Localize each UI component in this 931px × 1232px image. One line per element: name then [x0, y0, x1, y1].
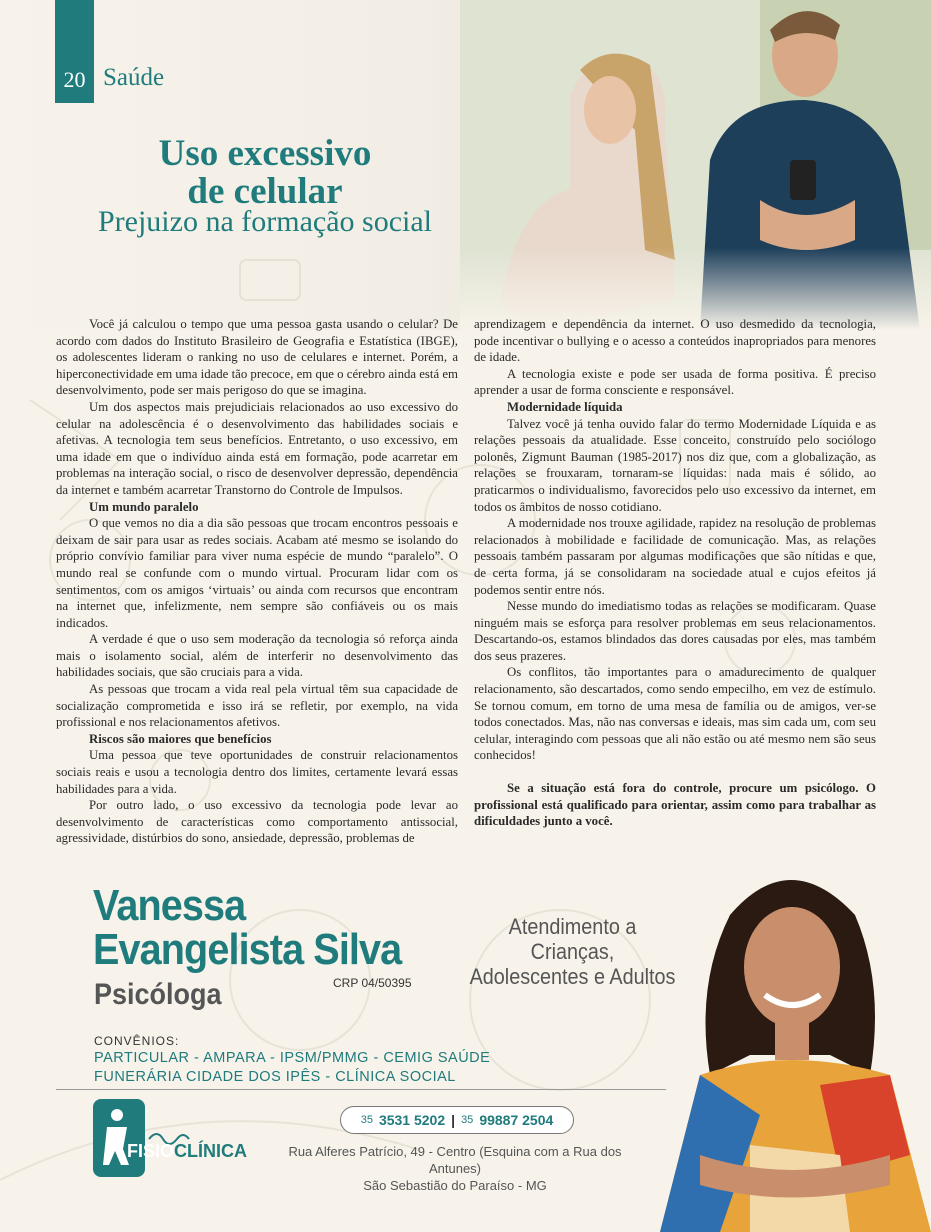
services-line-2: Adolescentes e Adultos [469, 964, 676, 989]
address-line-2: São Sebastião do Paraíso - MG [363, 1178, 547, 1193]
name-line-1: Vanessa [93, 881, 246, 930]
paragraph: O que vemos no dia a dia são pessoas que trocam encontros pessoais e deixam de sair para usar as redes sociais. Acabam até mesmo se isolando do próprio convívio familiar para viver numa espécie de mundo “paralelo”. O mundo real se confunde com o mundo virtual. Procuram lidar com os sentimentos, com os amigos ‘virtuais’ ou ainda com recursos que encontram na internet que, infelizmente, nem sempre são confiáveis ou os mais indicados. [56, 516, 458, 630]
divider [56, 1089, 666, 1090]
services-line-1: Atendimento a Crianças, [508, 914, 637, 964]
logo-text-clinica: CLÍNICA [174, 1141, 248, 1161]
fisioclinica-logo [93, 1099, 253, 1177]
paragraph: A verdade é que o uso sem moderação da tecnologia só reforça ainda mais o isolamento social, além de interferir no desenvolvimento das habilidades sociais, que são cruciais para a vida. [56, 632, 458, 680]
crp-number: CRP 04/50395 [333, 976, 412, 990]
paragraph: Uma pessoa que teve oportunidades de construir relacionamentos sociais reais e usou a tecnologia dentro dos limites, certamente levará essas habilidades para a vida. [56, 748, 458, 796]
convenios-list-1: PARTICULAR - AMPARA - IPSM/PMMG - CEMIG SAÚDE [94, 1050, 491, 1066]
article-column-1 [56, 316, 458, 847]
teens-phone-photo [460, 0, 931, 330]
paragraph: Um dos aspectos mais prejudiciais relacionados ao uso excessivo do celular na adolescência é o desenvolvimento das habilidades sociais e afetivas. A tecnologia tem seus benefícios. Entretanto, o uso excessivo, em uma idade em que o indivíduo ainda está em formação, pode acarretar em problemas na interação social, o risco de desenvolver depressão, dependência da internet e também acarretar Transtorno do Controle de Impulsos. [56, 399, 458, 497]
phone-separator: | [451, 1112, 456, 1128]
subheading: Um mundo paralelo [89, 499, 199, 514]
paragraph: Talvez você já tenha ouvido falar do termo Modernidade Líquida e as relações pessoais da atualidade. Esse conceito, construído pelo sociólogo polonês, Zigmunt Bauman (1985-2017) nos diz que, com a globalização, as relações se frouxaram, tornaram-se líquidas: nada mais é sólido, ao praticarmos o individualismo, favorecidos pelo uso excessivo da internet, em todos os âmbitos de nosso cotidiano. [474, 416, 876, 514]
profession: Psicóloga [94, 978, 222, 1011]
subheading: Riscos são maiores que benefícios [89, 731, 272, 746]
paragraph: A modernidade nos trouxe agilidade, rapidez na resolução de problemas relacionados à mobilidade e facilidade de comunicação. Mas, as relações pessoais também passaram por algumas modificações que são nítidas e que, de certa forma, já se consolidaram na sociedade atual e cujos efeitos já podemos sentir entre nós. [474, 516, 876, 597]
logo-text-fisio: FISIO [127, 1141, 175, 1161]
name-line-2: Evangelista Silva [93, 925, 402, 974]
subheading: Modernidade líquida [507, 399, 623, 414]
phone-1-prefix: 35 [360, 1114, 373, 1126]
paragraph: A tecnologia existe e pode ser usada de forma positiva. É preciso aprender a usar de forma consciente e responsável. [474, 366, 876, 398]
psychologist-portrait [640, 855, 931, 1232]
phone-numbers[interactable] [340, 1106, 574, 1134]
paragraph: As pessoas que trocam a vida real pela virtual têm sua capacidade de socialização comprometida e isso irá se refletir, por exemplo, na vida profissional e nos relacionamentos afetivos. [56, 682, 458, 730]
convenios-list-2: FUNERÁRIA CIDADE DOS IPÊS - CLÍNICA SOCIAL [94, 1069, 456, 1085]
paragraph: Você já calculou o tempo que uma pessoa gasta usando o celular? De acordo com dados do Instituto Brasileiro de Geografia e Estatística (IBGE), os adolescentes lideram o ranking no uso de celulares e internet. Porém, a hiperconectividade em uma idade tão precoce, em que o cérebro ainda está em desenvolvimento, pode ser mais perigoso do que se imagina. [56, 317, 458, 398]
address [270, 1143, 640, 1194]
article-title [90, 135, 440, 211]
page-number: 20 [55, 0, 94, 103]
article-subtitle: Prejuizo na formação social [97, 205, 433, 238]
phone-1[interactable]: 3531 5202 [378, 1112, 446, 1128]
section-title: Saúde [103, 64, 165, 91]
convenios-label: CONVÊNIOS: [94, 1034, 180, 1048]
paragraph: aprendizagem e dependência da internet. O uso desmedido da tecnologia, pode incentivar o bullying e o acesso a conteúdos inapropriados para menores de idade. [474, 317, 876, 365]
logo-mark [93, 1099, 253, 1177]
phone-2[interactable]: 99887 2504 [479, 1112, 554, 1128]
address-line-1: Rua Alferes Patrício, 49 - Centro (Esquina com a Rua dos Antunes) [288, 1144, 622, 1176]
paragraph: Nesse mundo do imediatismo todas as relações se modificaram. Quase ninguém mais se esforça para resolver problemas em seus relacionamentos. Descartando-os, estamos blindados das dores causadas por eles, mas também dos seus prazeres. [474, 599, 876, 663]
article-column-2 [474, 316, 876, 830]
paragraph: Por outro lado, o uso excessivo da tecnologia pode levar ao desenvolvimento de características como comportamento antissocial, agressividade, distúrbios do sono, ansiedade, depressão, problemas de [56, 798, 458, 846]
phone-2-prefix: 35 [461, 1114, 474, 1126]
call-to-action: Se a situação está fora do controle, procure um psicólogo. O profissional está qualificado para orientar, assim como para trabalhar as dificuldades junto a você. [474, 781, 876, 829]
psychologist-name [93, 881, 402, 974]
title-line-1: Uso excessivo [158, 133, 372, 174]
paragraph: Os conflitos, tão importantes para o amadurecimento de qualquer relacionamento, são descartados, como sendo empecilho, em vez de estímulo. Se tornou comum, em torno de uma mesa de família ou de amigos, ver-se todos conectados. Mas, não nas conversas e ideais, mas sim cada um, com seu celular, interagindo com pessoas que ali não estão ou até mesmo nem são seus conhecidos! [474, 665, 876, 763]
title-line-2: de celular [187, 171, 343, 212]
